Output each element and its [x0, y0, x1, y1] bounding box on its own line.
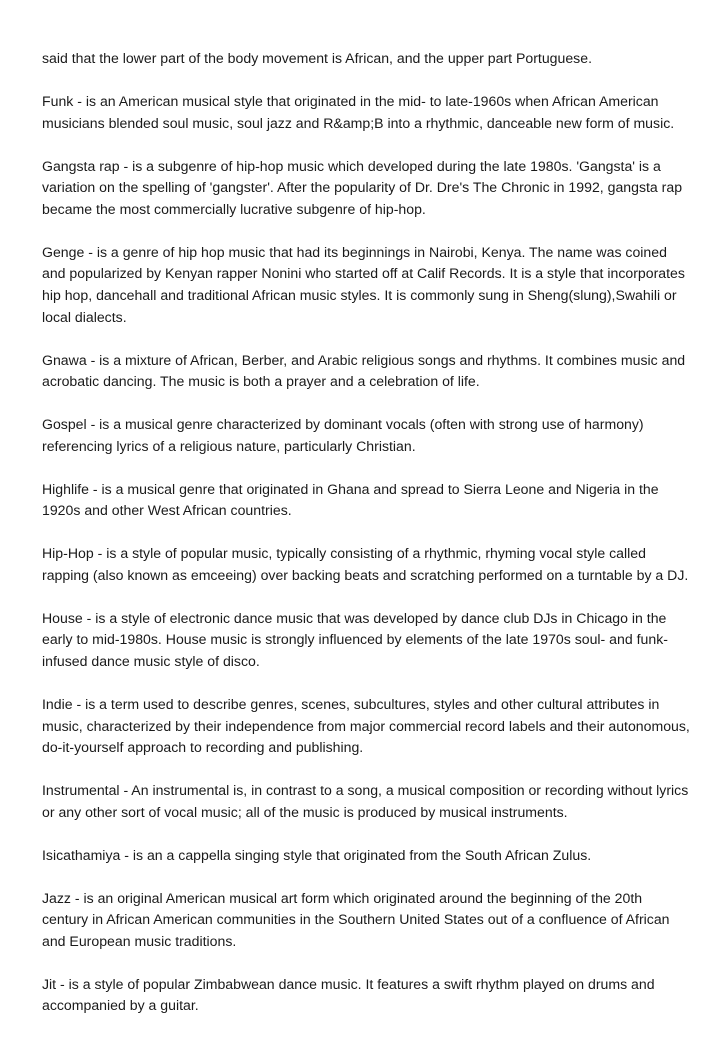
paragraph-hip-hop: Hip-Hop - is a style of popular music, typically consisting of a rhythmic, rhyming vocal style called rapping (also known as emceeing) over backing beats and scratching performed on a turntable by a DJ.	[42, 545, 689, 583]
paragraph-isicathamiya: Isicathamiya - is an a cappella singing style that originated from the South African Zulus.	[42, 846, 592, 863]
paragraph-gnawa: Gnawa - is a mixture of African, Berber, and Arabic religious songs and rhythms. It combines music and acrobatic dancing. The music is both a prayer and a celebration of life.	[42, 351, 686, 390]
paragraph-gospel: Gospel - is a musical genre characterized by dominant vocals (often with strong use of harmony) referencing lyrics of a religious nature, particularly Christian.	[42, 416, 644, 454]
document-page	[42, 48, 690, 1038]
paragraph-jazz: Jazz - is an original American musical art form which originated around the beginning of the 20th century in African American communities in the Southern United States out of a confluence of African and European music traditions.	[42, 889, 670, 949]
paragraph-house: House - is a style of electronic dance music that was developed by dance club DJs in Chicago in the early to mid-1980s. House music is strongly influenced by elements of the late 1970s soul- and funk-infused dance music style of disco.	[42, 609, 668, 669]
paragraph-body-movement: said that the lower part of the body movement is African, and the upper part Portuguese.	[42, 50, 592, 66]
paragraph-gangsta-rap: Gangsta rap - is a subgenre of hip-hop music which developed during the late 1980s. 'Gangsta' is a variation on the spelling of 'gangster'. After the popularity of Dr. Dre's The Chronic in 1992, gangsta rap became the most commercially lucrative subgenre of hip-hop.	[42, 157, 683, 217]
paragraph-funk: Funk - is an American musical style that originated in the mid- to late-1960s when African American musicians blended soul music, soul jazz and R&amp;B into a rhythmic, danceable new form of music.	[42, 92, 675, 131]
paragraph-instrumental: Instrumental - An instrumental is, in contrast to a song, a musical composition or recording without lyrics or any other sort of vocal music; all of the music is produced by musical instruments.	[42, 782, 689, 820]
paragraph-indie: Indie - is a term used to describe genres, scenes, subcultures, styles and other cultural attributes in music, characterized by their independence from major commercial record labels and their autonomous, do-it-yourself approach to recording and publishing.	[42, 695, 690, 756]
paragraph-highlife: Highlife - is a musical genre that originated in Ghana and spread to Sierra Leone and Nigeria in the 1920s and other West African countries.	[42, 480, 659, 519]
paragraph-genge: Genge - is a genre of hip hop music that had its beginnings in Nairobi, Kenya. The name was coined and popularized by Kenyan rapper Nonini who started off at Calif Records. It is a style that incorporates hip hop, dancehall and traditional African music styles. It is commonly sung in Sheng(slung),Swahili or local dialects.	[42, 243, 685, 325]
paragraph-jit: Jit - is a style of popular Zimbabwean dance music. It features a swift rhythm played on drums and accompanied by a guitar.	[42, 975, 655, 1014]
